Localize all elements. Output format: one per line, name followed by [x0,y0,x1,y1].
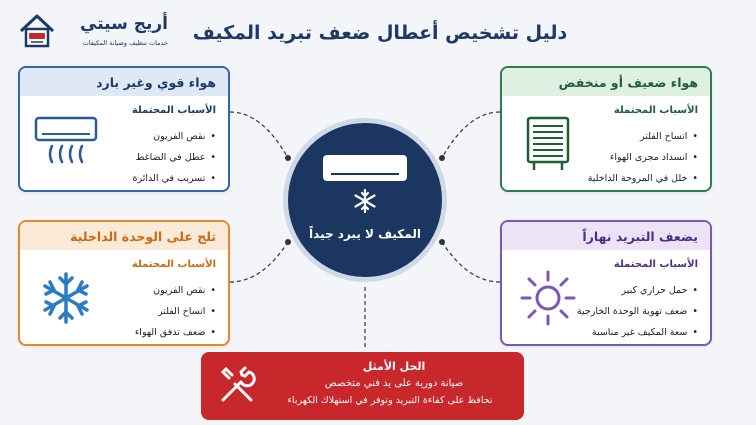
list-item: • ضعف تهوية الوحدة الخارجية [577,301,698,322]
card-subtitle: الأسباب المحتملة [131,105,216,116]
card-title: هواء قوي وغير بارد [20,68,228,96]
card-weak-air [500,66,712,192]
card-subtitle: الأسباب المحتملة [131,259,216,270]
causes-list [577,280,698,343]
brand-logo [18,12,168,56]
solution-title: الحل الأمثل [362,360,426,373]
card-daytime-weak-cooling [500,220,712,346]
causes-list [135,280,216,343]
list-item: • اتساخ الفلتر [135,301,216,322]
brand-tagline: خدمات تنظيف وصيانة المكيفات [82,39,168,47]
ac-unit-snowflake-icon [321,153,409,215]
list-item: • سعة المكيف غير مناسبة [577,322,698,343]
page-title: دليل تشخيص أعطال ضعف تبريد المكيف [192,22,568,44]
card-subtitle: الأسباب المحتملة [613,105,698,116]
card-title: هواء ضعيف أو منخفض [502,68,710,96]
list-item: • عطل في الضاغط [133,147,216,168]
center-label: المكيف لا يبرد جيداً [309,227,421,241]
list-item: • نقص الفريون [133,126,216,147]
causes-list [588,126,698,189]
list-item: • نقص الفريون [135,280,216,301]
card-strong-air-not-cold [18,66,230,192]
card-title: يضعف التبريد نهاراً [502,222,710,250]
solution-line1: صيانة دورية على يد فني متخصص [324,378,464,389]
list-item: • انسداد مجرى الهواء [588,147,698,168]
solution-line2: تحافظ على كفاءة التبريد وتوفر في استهلاك الكهرباء [287,395,493,406]
air-filter-icon [516,112,580,176]
list-item: • ضعف تدفق الهواء [135,322,216,343]
list-item: • تسريب في الدائرة [133,168,216,189]
card-title: ثلج على الوحدة الداخلية [20,222,228,250]
causes-list [133,126,216,189]
list-item: • اتساخ الفلتر [588,126,698,147]
connector-bottom-left [230,242,288,282]
card-subtitle: الأسباب المحتملة [613,259,698,270]
brand-name: أريج سيتي [80,14,168,34]
house-ac-logo-icon [18,12,56,50]
center-problem-circle [283,118,447,282]
sun-icon [516,266,580,330]
connector-top-left [230,112,288,158]
wrench-screwdriver-icon [215,364,259,408]
snowflake-icon [34,266,98,330]
connector-top-right [442,112,500,158]
card-ice-on-indoor-unit [18,220,230,346]
list-item: • حمل حراري كبير [577,280,698,301]
solution-banner [201,352,524,420]
connector-bottom-right [442,242,500,282]
ac-indoor-unit-icon [34,112,98,176]
list-item: • خلل في المروحة الداخلية [588,168,698,189]
